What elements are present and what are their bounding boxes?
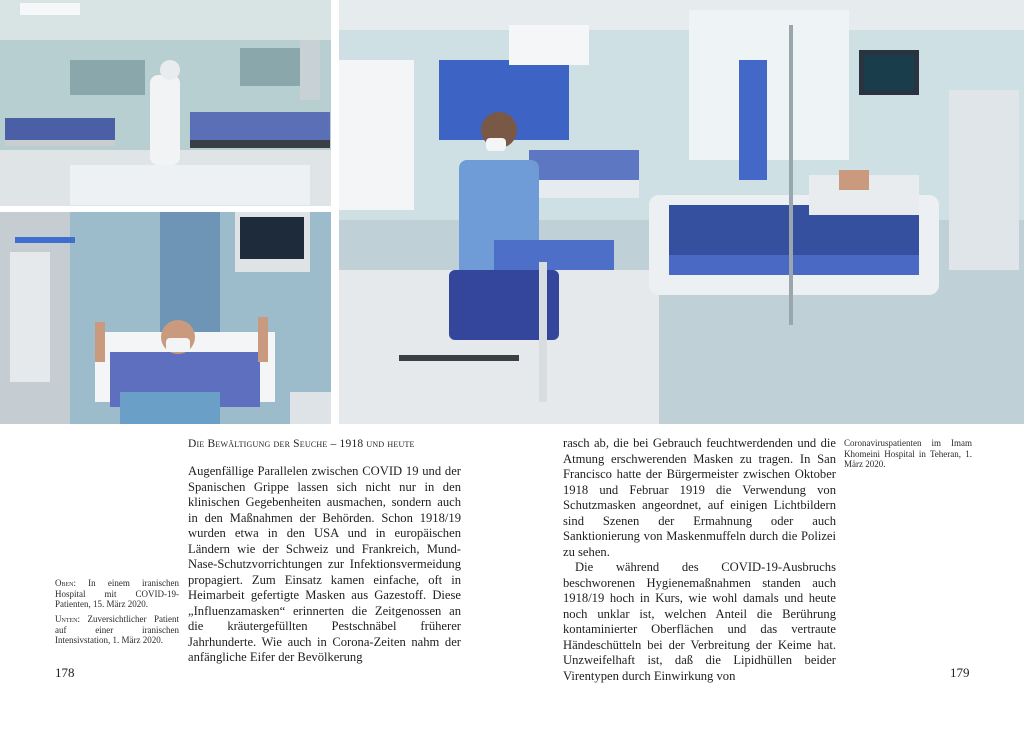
photo-confident-patient [0,212,331,424]
caption-label: Oben: [55,578,76,588]
text-column-right [563,436,836,684]
caption-text: Coronaviruspatienten im Imam Khomeini Hospital in Teheran, 1. März 2020. [844,438,972,470]
photo-icu-tehran [339,0,1024,424]
caption-icu-photo [844,438,972,470]
caption-text: Zuversichtlicher Patient auf einer iranischen Intensivstation, 1. März 2020. [55,614,179,646]
caption-top-photo [55,578,179,610]
caption-label: Unten: [55,614,80,624]
photo-hospital-ward [0,0,331,206]
paragraph: Augenfällige Parallelen zwischen COVID 19 und der Spanischen Grippe lassen sich nicht nur in den klinischen Gegebenheiten ausmachen, sondern auch in den Maßnahmen der Behörden. Schon 1918/19 wurden etwa in den USA und in europäischen Ländern wie der Schweiz und Frankreich, Mund-Nase-Schutzvorrichtungen zur Infektionsvermeidung propagiert. Zum Einsatz kamen einfache, oft in Heimarbeit gefertigte Masken aus Gazestoff. Diese „Influenzamasken“ erinnerten die Zeitgenossen an die kräutergefüllten Pestschnäbel früherer Jahrhunderte. Wie auch in Corona-Zeiten nahm der anfängliche Eifer der Bevölkerung [188,464,461,664]
text-column-left [188,464,461,666]
caption-bottom-photo [55,614,179,646]
section-heading: Die Bewältigung der Seuche – 1918 und heute [188,438,415,450]
page-number-right: 179 [950,665,970,680]
paragraph: rasch ab, die bei Gebrauch feuchtwerdenden und die Atmung erschwerenden Masken zu tragen. In San Francisco hatte der Bürgermeister zwischen Oktober 1918 und Februar 1919 die Verwendung von Schutzmasken angeordnet, auf einigen Lichtbildern sind Szenen der Ermahnung oder auch Sanktionierung von Maskenmuffeln durch die Polizei zu sehen. [563,436,836,559]
caption-text: In einem iranischen Hospital mit COVID-19-Patienten, 15. März 2020. [55,578,179,610]
page-number-left: 178 [55,665,75,680]
paragraph: Die während des COVID-19-Ausbruchs beschworenen Hygienemaßnahmen standen auch 1918/19 hoch in Kurs, wie wohl damals und heute noch unklar ist, welchen Anteil die Berührung kontaminierter Oberflächen und das vertraute Händeschütteln bei der Verbreitung der Keime hat. Unzweifelhaft ist, daß die Lipidhüllen beider Virentypen durch Einwirkung von [563,560,836,683]
